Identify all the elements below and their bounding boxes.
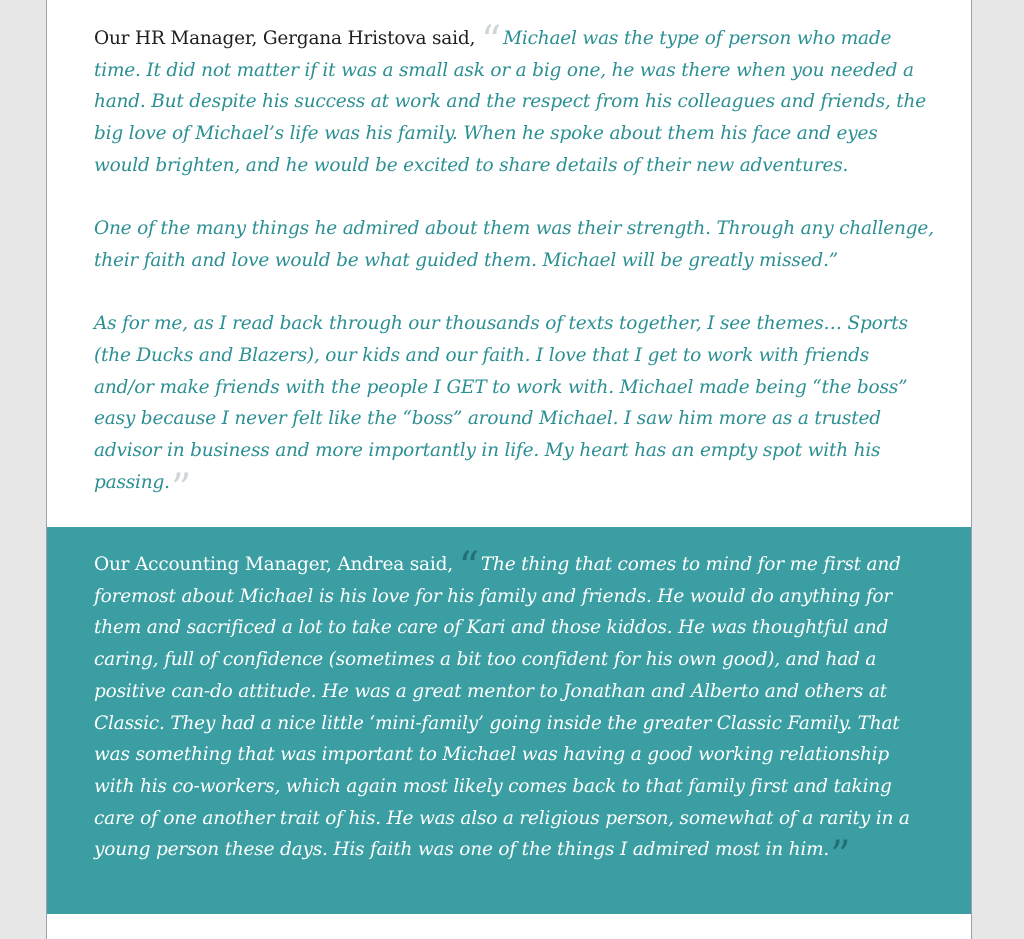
accounting-quote: The thing that comes to mind for me first and foremost about Michael is his love for his family and friends. He would do anything for them and sacrificed a lot to take care of Kari and those kiddos. He was thoughtful and caring, full of confidence (sometimes a bit too confident for his own good), and had a positive can-do attitude. He was a great mentor to Jonathan and Alberto and others at Classic. They had a nice little ‘mini-family’ going inside the greater Classic Family. That was something that was important to Michael was having a good working relationship with his co-workers, which again most likely comes back to that family first and taking care of one another trait of his. He was also a religious person, somewhat of a rarity in a young person these days. His faith was one of the things I admired most in him. xyxy=(94,554,910,861)
hr-intro: Our HR Manager, Gergana Hristova said, xyxy=(94,28,476,49)
accounting-intro: Our Accounting Manager, Andrea said, xyxy=(94,554,453,575)
hr-quote-paragraph-2: One of the many things he admired about them was their strength. Through any challenge, their faith and love would be what guided them. Michael will be greatly missed.” xyxy=(94,218,934,271)
open-quote-mark: “ xyxy=(480,18,502,64)
document-page xyxy=(46,0,972,939)
hr-quote-paragraph-1: Michael was the type of person who made time. It did not matter if it was a small ask or a big one, he was there when you needed a hand. But despite his success at work and the respect from his colleagues and friends, the big love of Michael’s life was his family. When he spoke about them his face and eyes would brighten, and he would be excited to share details of their new adventures. xyxy=(94,28,926,176)
hr-quote-paragraph-3: As for me, as I read back through our thousands of texts together, I see themes… Sports (the Ducks and Blazers), our kids and our faith. I love that I get to work with friends and/or make friends with the people I GET to work with. Michael made being “the boss” easy because I never felt like the “boss” around Michael. I saw him more as a trusted advisor in business and more importantly in life. My heart has an empty spot with his passing. xyxy=(94,313,908,493)
accounting-manager-section xyxy=(47,527,971,914)
hr-manager-section xyxy=(47,0,971,527)
hr-manager-text xyxy=(94,18,934,512)
close-quote-mark: ” xyxy=(830,833,851,880)
open-quote-mark: “ xyxy=(458,544,479,590)
accounting-manager-text xyxy=(94,544,934,880)
close-quote-mark: ” xyxy=(170,465,192,512)
